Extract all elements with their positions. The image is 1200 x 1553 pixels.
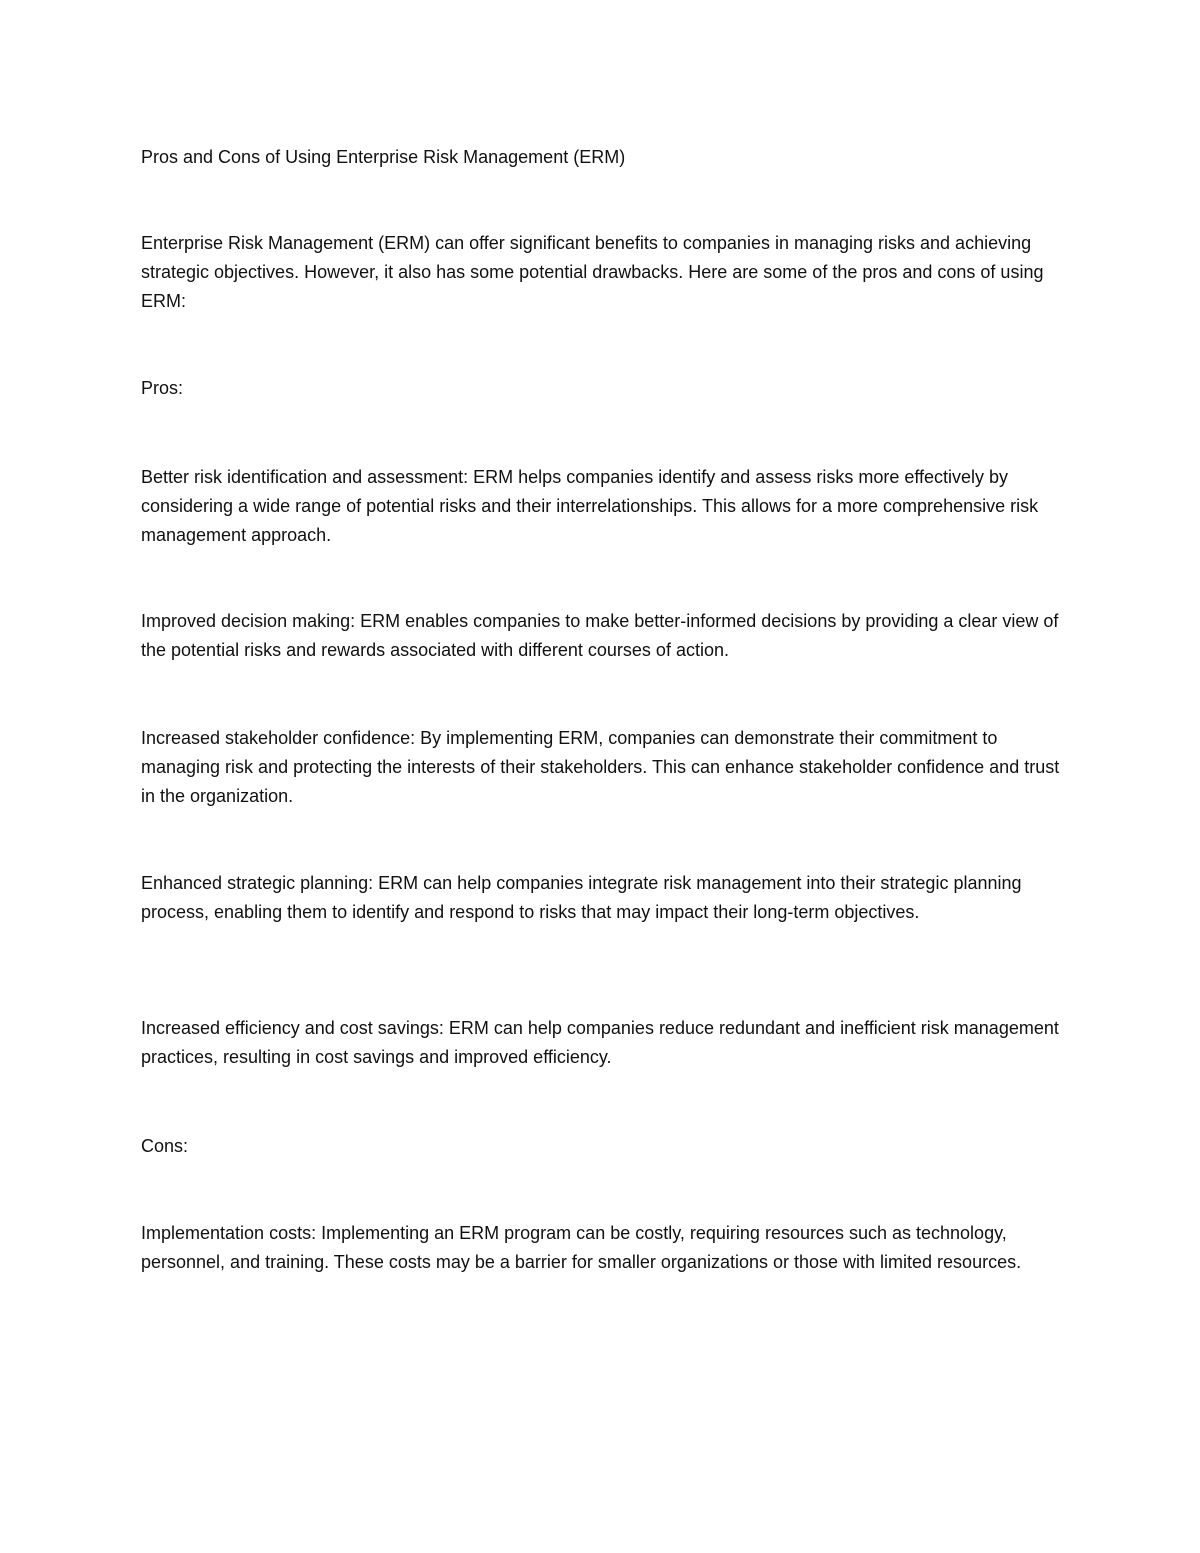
pros-heading: Pros: <box>141 378 184 398</box>
pro-item-risk-identification: Better risk identification and assessment: ERM helps companies identify and assess risks more effectively by considering a wide range of potential risks and their interrelationships. This allows for a more comprehensive risk management approach. <box>141 467 1039 545</box>
pro-item-strategic-planning: Enhanced strategic planning: ERM can help companies integrate risk management into their strategic planning process, enabling them to identify and respond to risks that may impact their long-term objectives. <box>141 873 1022 922</box>
document-title: Pros and Cons of Using Enterprise Risk Management (ERM) <box>141 147 626 167</box>
pro-item-decision-making: Improved decision making: ERM enables companies to make better-informed decisions by providing a clear view of the potential risks and rewards associated with different courses of action. <box>141 611 1059 660</box>
intro-paragraph: Enterprise Risk Management (ERM) can offer significant benefits to companies in managing risks and achieving strategic objectives. However, it also has some potential drawbacks. Here are some of the pros and cons of using ERM: <box>141 233 1044 311</box>
con-item-implementation-costs: Implementation costs: Implementing an ERM program can be costly, requiring resources such as technology, personnel, and training. These costs may be a barrier for smaller organizations or those with limited resources. <box>141 1223 1022 1272</box>
pro-item-stakeholder-confidence: Increased stakeholder confidence: By implementing ERM, companies can demonstrate their commitment to managing risk and protecting the interests of their stakeholders. This can enhance stakeholder confidence and trust in the organization. <box>141 728 1060 806</box>
cons-heading: Cons: <box>141 1136 189 1156</box>
pro-item-efficiency-savings: Increased efficiency and cost savings: ERM can help companies reduce redundant and inefficient risk management practices, resulting in cost savings and improved efficiency. <box>141 1018 1059 1067</box>
